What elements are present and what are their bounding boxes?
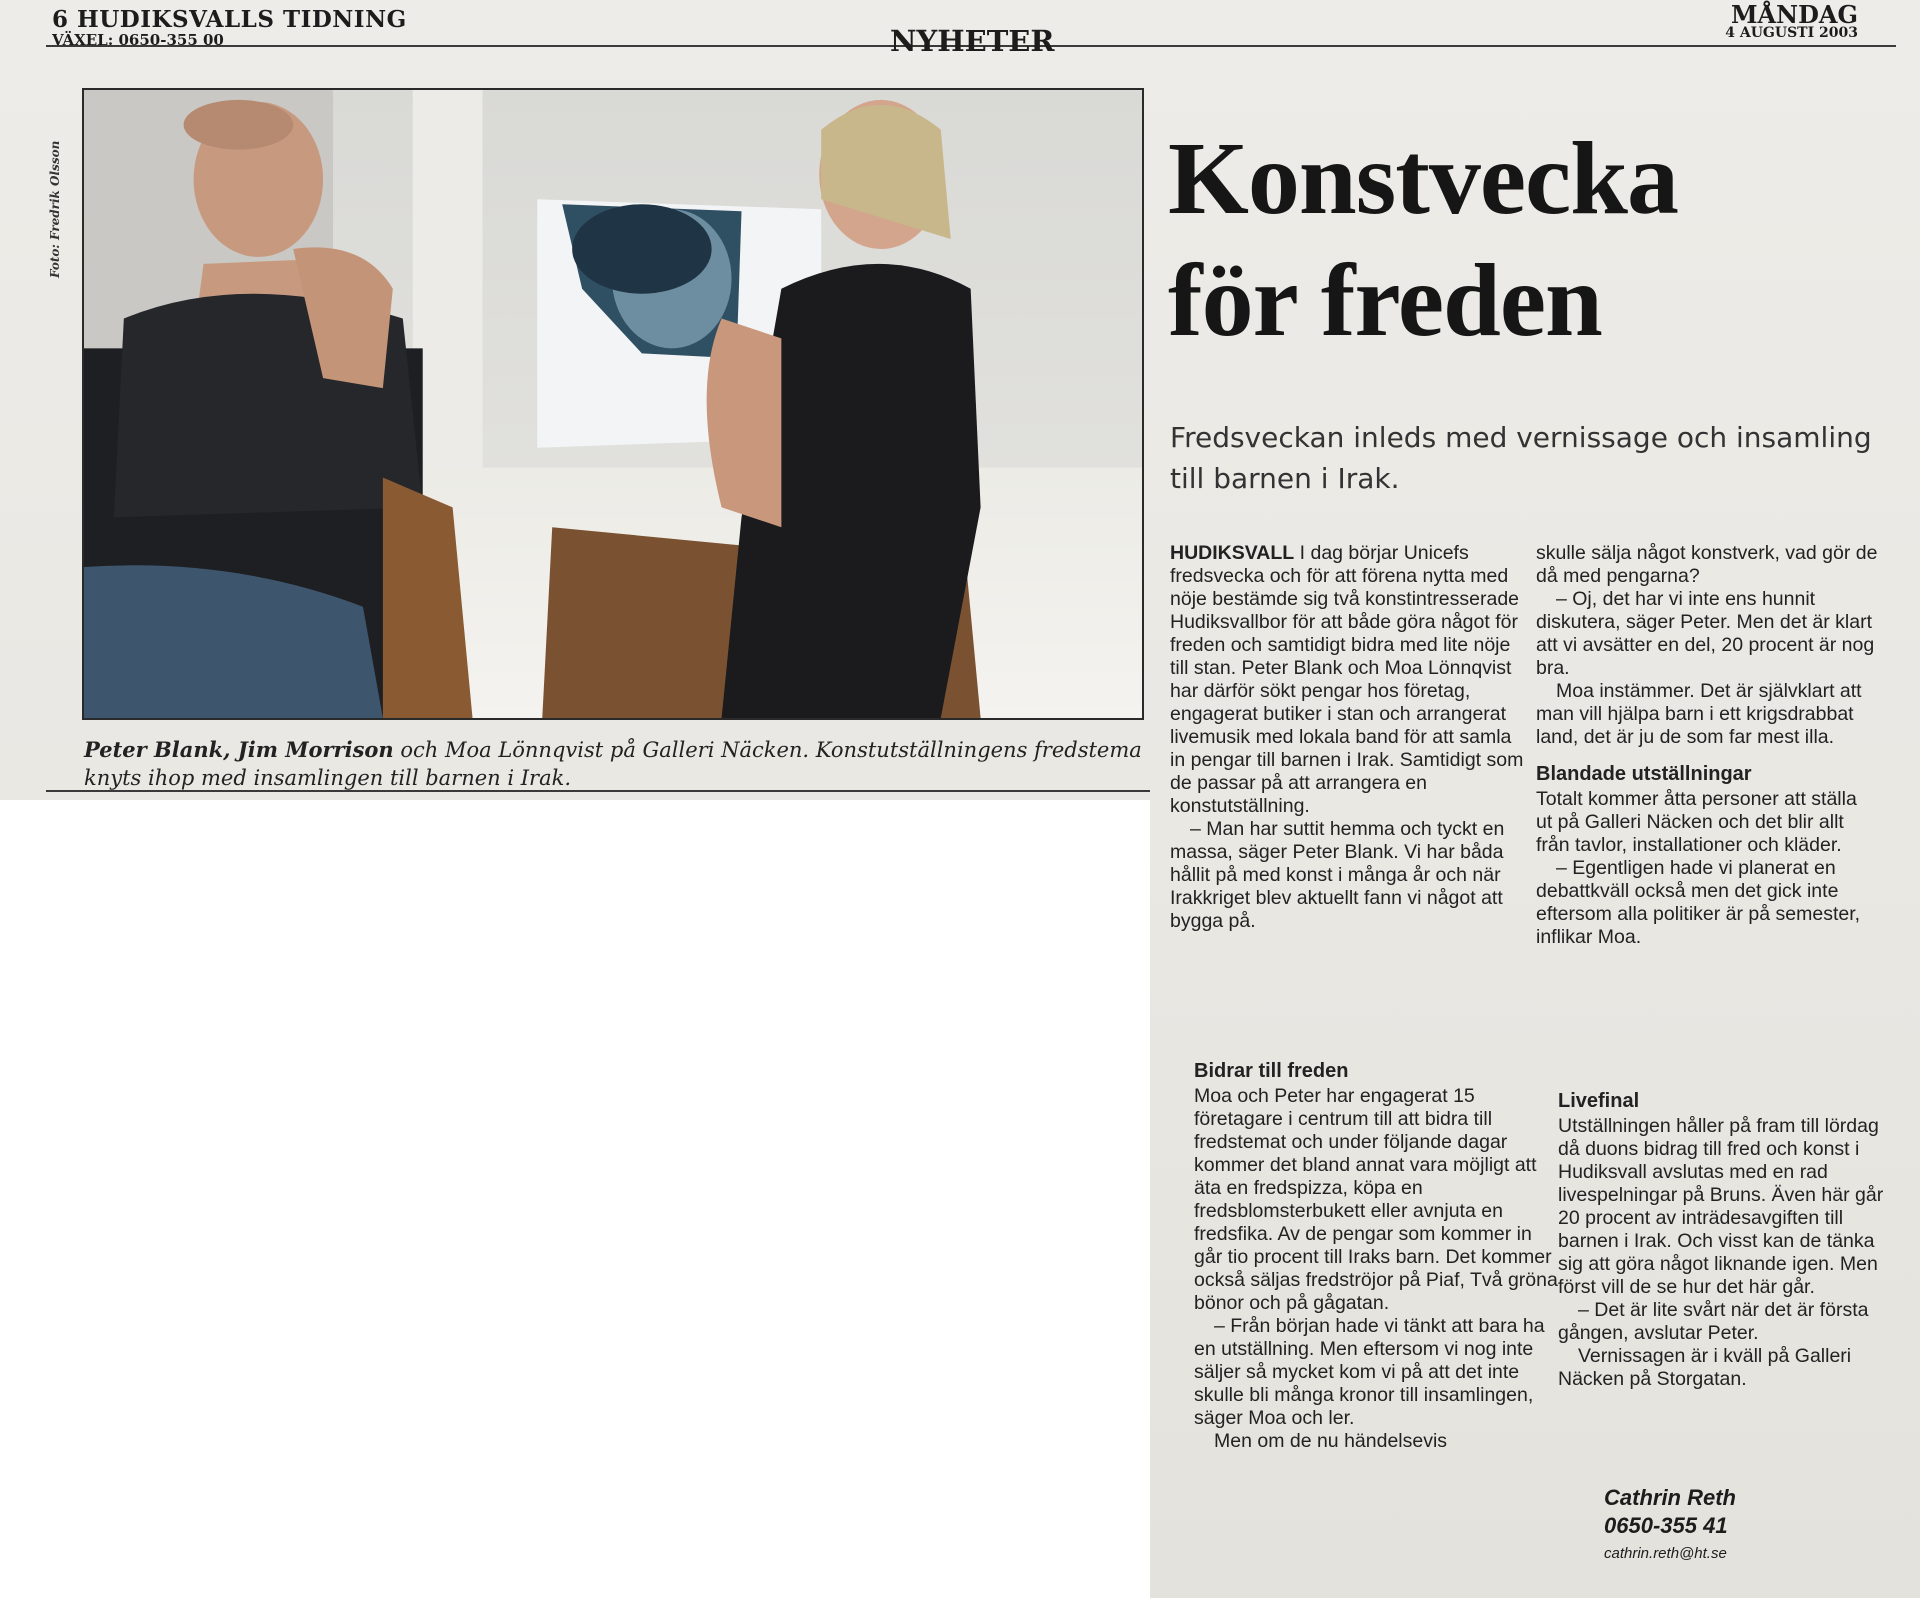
photo-credit: Foto: Fredrik Olsson (48, 140, 62, 278)
body-paragraph: Vernissagen är i kväll på Galleri Näcken på Storgatan. (1558, 1345, 1852, 1390)
body-paragraph: – Det är lite svårt när det är första gången, avslutar Peter. (1558, 1299, 1869, 1344)
section-title: NYHETER (890, 24, 1055, 58)
article-photo (82, 88, 1144, 720)
body-paragraph: Utställningen håller på fram till lördag då duons bidrag till fred och konst i Hudiksvall avslutas med en rad livespelningar på Bruns. Även här går 20 procent av inträdesavgiften till barnen i Irak. Och visst kan de tänka sig att göra något liknande igen. Men först vill de se hur det här går. (1558, 1115, 1884, 1298)
body-paragraph: Totalt kommer åtta personer att ställa ut på Galleri Näcken och det blir allt från tavlor, installationer och kläder. (1536, 788, 1857, 856)
dateline: HUDIKSVALL (1170, 542, 1295, 564)
body-paragraph: – Oj, det har vi inte ens hunnit diskutera, säger Peter. Men det är klart att vi avsätter en del, 20 procent är nog bra. (1536, 588, 1875, 679)
photo-illustration (84, 90, 1142, 718)
standfirst-line-1: Fredsveckan inleds med vernissage och insamling (1170, 421, 1872, 454)
body-paragraph: Moa instämmer. Det är självklart att man vill hjälpa barn i ett krigsdrabbat land, det är ju de som far mest illa. (1536, 680, 1862, 748)
body-paragraph: – Egentligen hade vi planerat en debattkväll också men det gick inte eftersom alla politiker är på semester, inflikar Moa. (1536, 857, 1861, 948)
subheading: Blandade utställningar (1536, 763, 1752, 785)
blank-area (0, 800, 1150, 1598)
body-paragraph: – Från början hade vi tänkt att bara ha en utställning. Men eftersom vi nog inte säljer så mycket kom vi på att det inte skulle bli många kronor till insamlingen, säger Moa och ler. (1194, 1315, 1545, 1429)
subheading: Livefinal (1558, 1090, 1640, 1112)
article-column-4 (1558, 1076, 1892, 1391)
byline-phone: 0650-355 41 (1604, 1513, 1728, 1538)
headline-line-1: Konstvecka (1168, 121, 1678, 236)
headline (1168, 118, 1888, 362)
switchboard-number: VÄXEL: 0650-355 00 (52, 31, 224, 49)
caption-text: och Moa Lönnqvist på Galleri Näcken. Konstutställningens fredstema knyts ihop med insamlingen till barnen i Irak. (84, 738, 1142, 790)
weekday: MÅNDAG (1730, 0, 1858, 29)
standfirst-line-2: till barnen i Irak. (1170, 462, 1400, 495)
body-paragraph: – Man har suttit hemma och tyckt en massa, säger Peter Blank. Vi har båda hållit på med konst i många år och när Irakkriget blev aktuellt fann vi något att bygga på. (1170, 818, 1505, 932)
byline (1604, 1484, 1736, 1568)
photo-caption (84, 736, 1144, 792)
subheading: Bidrar till freden (1194, 1060, 1349, 1082)
body-paragraph: Men om de nu händelsevis (1214, 1430, 1448, 1452)
article-column-1 (1170, 542, 1530, 933)
caption-names: Peter Blank, Jim Morrison (84, 737, 394, 762)
issue-date: 4 AUGUSTI 2003 (1725, 25, 1858, 41)
intro-paragraph: HUDIKSVALL I dag börjar Unicefs fredsvecka och för att förena nytta med nöje bestämde sig två konstintresserade Hudiksvallbor för att både göra något för freden och samtidigt bidra med lite nöje till stan. Peter Blank och Moa Lönnqvist har därför sökt pengar hos företag, engagerat butiker i stan och arrangerat livemusik med lokala band för att samla in pengar till barnen i Irak. Samtidigt som de passar på att arrangera en konstutställning. (1170, 542, 1524, 817)
byline-name: Cathrin Reth (1604, 1485, 1736, 1510)
headline-line-2: för freden (1168, 243, 1602, 358)
body-paragraph: Moa och Peter har engagerat 15 företagare i centrum till att bidra till fredstemat och under följande dagar kommer det bland annat vara möjligt att äta en fredspizza, köpa en fredsblomsterbukett eller avnjuta en fredsfika. Av de pengar som kommer in går tio procent till Iraks barn. Det kommer också säljas fredströjor på Piaf, Två gröna bönor och på gågatan. (1194, 1085, 1558, 1314)
standfirst (1170, 417, 1870, 499)
article-column-3 (1536, 542, 1878, 949)
page-number-and-paper-name: 6 HUDIKSVALLS TIDNING (52, 6, 407, 33)
body-paragraph: skulle sälja något konstverk, vad gör de då med pengarna? (1536, 542, 1878, 587)
article-column-2 (1194, 1046, 1560, 1453)
byline-email: cathrin.reth@ht.se (1604, 1545, 1727, 1562)
